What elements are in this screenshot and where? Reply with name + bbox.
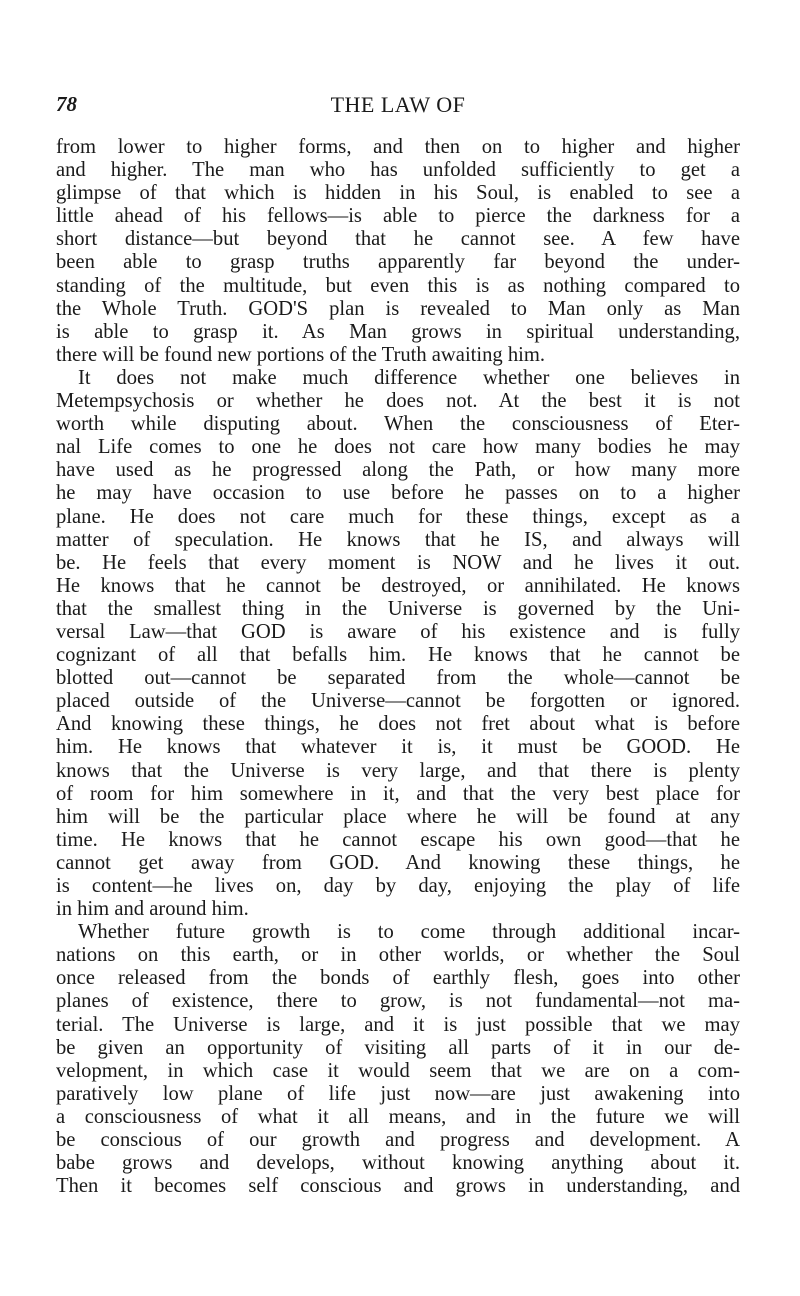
text-line: matter of speculation. He knows that he IS, and always will xyxy=(56,528,740,551)
text-line: He knows that he cannot be destroyed, or annihilated. He knows xyxy=(56,574,740,597)
text-line: is able to grasp it. As Man grows in spiritual understanding, xyxy=(56,320,740,343)
text-line: time. He knows that he cannot escape his own good—that he xyxy=(56,828,740,851)
text-line: from lower to higher forms, and then on to higher and higher xyxy=(56,136,740,158)
text-line: nations on this earth, or in other worlds, or whether the Soul xyxy=(56,944,740,967)
text-line: once released from the bonds of earthly flesh, goes into other xyxy=(56,967,740,990)
text-line: cannot get away from GOD. And knowing these things, he xyxy=(56,851,740,874)
text-line: velopment, in which case it would seem that we are on a com- xyxy=(56,1059,740,1082)
text-line: he may have occasion to use before he passes on to a higher xyxy=(56,482,740,505)
body-text xyxy=(56,136,740,1198)
text-line: been able to grasp truths apparently far beyond the under- xyxy=(56,251,740,274)
text-line: that the smallest thing in the Universe is governed by the Uni- xyxy=(56,597,740,620)
text-line: placed outside of the Universe—cannot be forgotten or ignored. xyxy=(56,690,740,713)
text-line: worth while disputing about. When the consciousness of Eter- xyxy=(56,413,740,436)
text-line: It does not make much difference whether one believes in xyxy=(78,366,740,389)
text-line: the Whole Truth. GOD'S plan is revealed to Man only as Man xyxy=(56,297,740,320)
text-line: Whether future growth is to come through additional incar- xyxy=(78,921,740,944)
text-line: And knowing these things, he does not fret about what is before xyxy=(56,713,740,736)
text-line: cognizant of all that befalls him. He knows that he cannot be xyxy=(56,644,740,667)
text-line: planes of existence, there to grow, is not fundamental—not ma- xyxy=(56,990,740,1013)
running-title: THE LAW OF xyxy=(330,92,466,117)
text-line: be conscious of our growth and progress and development. A xyxy=(56,1129,740,1152)
text-line: Metempsychosis or whether he does not. At the best it is not xyxy=(56,390,740,413)
text-line: short distance—but beyond that he cannot see. A few have xyxy=(56,228,740,251)
running-head xyxy=(56,92,740,122)
text-line: paratively low plane of life just now—are just awakening into xyxy=(56,1082,740,1105)
text-line: of room for him somewhere in it, and that the very best place for xyxy=(56,782,740,805)
text-line: there will be found new portions of the Truth awaiting him. xyxy=(56,343,546,366)
text-line: be given an opportunity of visiting all parts of it in our de- xyxy=(56,1036,740,1059)
book-page xyxy=(56,92,740,1198)
text-line: be. He feels that every moment is NOW and he lives it out. xyxy=(56,551,740,574)
text-line: glimpse of that which is hidden in his Soul, is enabled to see a xyxy=(56,182,740,205)
text-line: terial. The Universe is large, and it is just possible that we may xyxy=(56,1013,740,1036)
text-line: versal Law—that GOD is aware of his existence and is fully xyxy=(56,620,740,643)
text-line: a consciousness of what it all means, and in the future we will xyxy=(56,1105,740,1128)
text-line: nal Life comes to one he does not care how many bodies he may xyxy=(56,436,740,459)
text-line: little ahead of his fellows—is able to pierce the darkness for a xyxy=(56,205,740,228)
text-line: is content—he lives on, day by day, enjoying the play of life xyxy=(56,875,740,897)
text-line: and higher. The man who has unfolded sufficiently to get a xyxy=(56,159,740,182)
text-line: plane. He does not care much for these things, except as a xyxy=(56,505,740,528)
text-line: standing of the multitude, but even this is as nothing compared to xyxy=(56,274,740,297)
text-line: in him and around him. xyxy=(56,898,249,921)
text-line: him will be the particular place where he will be found at any xyxy=(56,805,740,828)
page-number: 78 xyxy=(56,92,77,116)
text-line: him. He knows that whatever it is, it must be GOOD. He xyxy=(56,736,740,759)
text-line: have used as he progressed along the Path, or how many more xyxy=(56,459,740,482)
text-line: blotted out—cannot be separated from the whole—cannot be xyxy=(56,667,740,690)
text-line: babe grows and develops, without knowing anything about it. xyxy=(56,1152,740,1175)
text-line: knows that the Universe is very large, and that there is plenty xyxy=(56,759,740,782)
text-line: Then it becomes self conscious and grows in understanding, and xyxy=(56,1175,740,1198)
